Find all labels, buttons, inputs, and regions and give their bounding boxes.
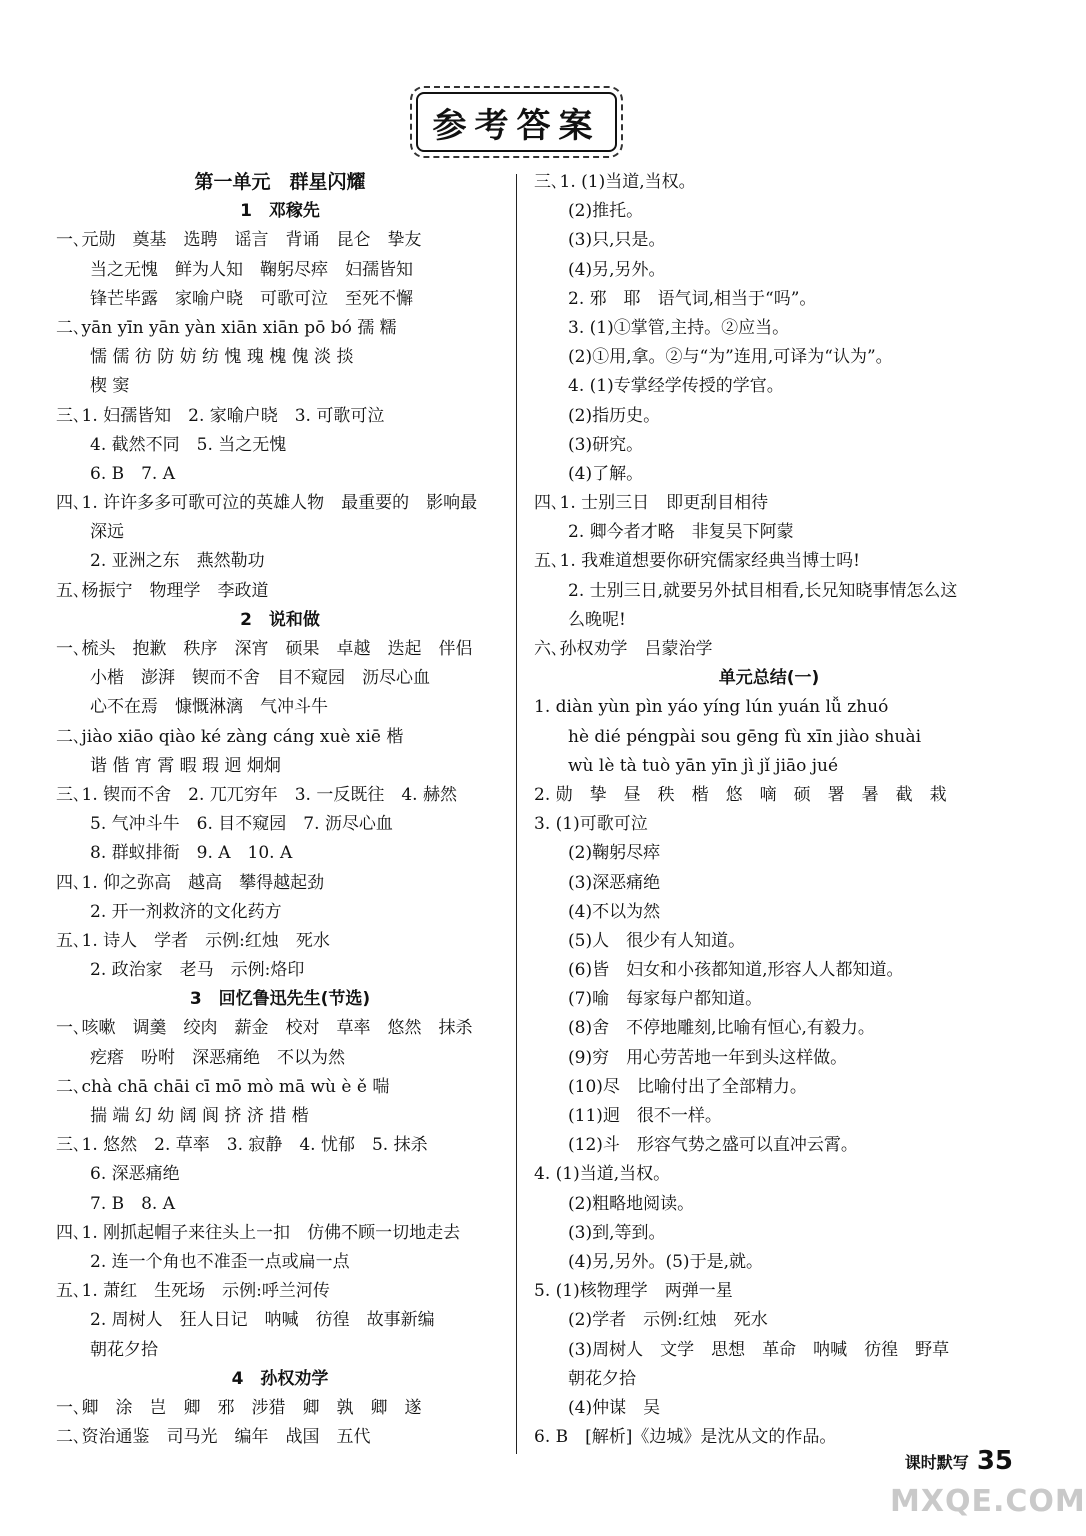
answer-line: 心不在焉 慷慨淋漓 气冲斗牛	[90, 697, 328, 718]
answer-line: 2. 连一个角也不准歪一点或扁一点	[90, 1251, 350, 1272]
answer-line: (8)舍 不停地雕刻,比喻有恒心,有毅力。	[568, 1018, 875, 1039]
lesson-heading: 4 孙权劝学	[231, 1368, 329, 1389]
answer-line: 朝花夕拾	[568, 1368, 636, 1389]
answer-line: 2. 亚洲之东 燕然勒功	[90, 551, 265, 572]
answer-line: 谐 偕 宵 霄 暇 瑕 迥 炯炯	[90, 755, 281, 776]
lesson-heading: 2 说和做	[240, 609, 320, 630]
answer-line: 疙瘩 吩咐 深恶痛绝 不以为然	[90, 1047, 345, 1068]
answer-line: 五､1. 萧红 生死场 示例:呼兰河传	[56, 1281, 330, 1302]
answer-line: 5. 气冲斗牛 6. 目不窥园 7. 沥尽心血	[90, 814, 393, 835]
site-watermark: MXQE.COM	[890, 1484, 1086, 1519]
answer-line: 么晚呢!	[568, 609, 626, 630]
answer-line: (2)指历史。	[568, 405, 661, 426]
answer-line: 二､jiào xiāo qiào ké zàng cáng xuè xiē 楷	[56, 726, 404, 747]
answer-line: (11)迥 很不一样。	[568, 1106, 722, 1126]
answer-line: 6. 深恶痛绝	[90, 1164, 180, 1185]
answer-line: 锋芒毕露 家喻户晓 可歌可泣 至死不懈	[90, 288, 413, 309]
lesson-heading: 单元总结(一)	[718, 668, 820, 689]
answer-line: 2. 邪 耶 语气词,相当于“吗”。	[568, 288, 817, 309]
lesson-heading: 1 邓稼先	[240, 201, 320, 222]
answer-line: (5)人 很少有人知道。	[568, 930, 746, 951]
answer-line: 3. (1)可歌可泣	[534, 814, 648, 835]
answer-line: 4. 截然不同 5. 当之无愧	[90, 434, 287, 455]
answer-line: 三､1. 锲而不舍 2. 兀兀穷年 3. 一反既往 4. 赫然	[56, 784, 457, 805]
answer-line: 朝花夕拾	[90, 1339, 158, 1360]
answer-line: (4)另,另外。	[568, 259, 666, 280]
answer-line: 2. 卿今者才略 非复吴下阿蒙	[568, 522, 794, 543]
answer-line: 五､1. 诗人 学者 示例:红烛 死水	[56, 930, 330, 951]
answer-line: 二､yān yīn yān yàn xiān xiān pō bó 孺 糯	[56, 317, 397, 338]
answer-line: 2. 勋 挚 昼 秩 楷 悠 嘀 硕 署 暑 截 栽	[534, 784, 947, 805]
answer-line: (3)深恶痛绝	[568, 872, 661, 893]
answer-line: (6)皆 妇女和小孩都知道,形容人人都知道。	[568, 960, 904, 981]
right-column	[534, 168, 1004, 1452]
column-divider	[516, 174, 517, 1454]
answer-line: 一､元勋 奠基 选聘 谣言 背诵 昆仑 挚友	[56, 230, 422, 251]
answer-line: (3)研究。	[568, 434, 644, 455]
footer-brand: 课时默写	[904, 1452, 969, 1472]
page-title: 参考答案	[416, 92, 617, 152]
answer-line: (4)仲谋 吴	[568, 1397, 661, 1418]
answer-line: 懦 儒 彷 防 妨 纺 愧 瑰 槐 傀 淡 掞	[90, 347, 354, 368]
answer-line: (2)推托。	[568, 201, 644, 222]
answer-line: (4)另,另外。(5)于是,就。	[568, 1251, 763, 1272]
answer-line: hè dié péngpài sou gēng fù xīn jiào shuài	[568, 726, 922, 747]
answer-line: 一､咳嗽 调羹 绞肉 薪金 校对 草率 悠然 抹杀	[56, 1018, 473, 1039]
answer-line: (2)粗略地阅读。	[568, 1193, 695, 1214]
answer-line: 5. (1)核物理学 两弹一星	[534, 1281, 733, 1302]
answer-line: 3. (1)①掌管,主持。②应当。	[568, 317, 790, 338]
answer-line: 四､1. 许许多多可歌可泣的英雄人物 最重要的 影响最	[56, 493, 478, 514]
answer-line: wù lè tà tuò yān yīn jì jǐ jiāo jué	[568, 755, 839, 776]
answer-line: 2. 周树人 狂人日记 呐喊 彷徨 故事新编	[90, 1310, 435, 1331]
answer-line: (2)鞠躬尽瘁	[568, 843, 661, 864]
lesson-heading: 3 回忆鲁迅先生(节选)	[189, 989, 371, 1010]
answer-line: (2)①用,拿。②与“为”连用,可译为“认为”。	[568, 347, 893, 368]
answer-line: 深远	[90, 522, 124, 543]
answer-line: 三､1. 悠然 2. 草率 3. 寂静 4. 忧郁 5. 抹杀	[56, 1135, 428, 1156]
answer-line: 揣 端 幻 幼 阔 阆 挤 济 措 楷	[90, 1106, 309, 1126]
answer-line: 五､杨振宁 物理学 李政道	[56, 580, 269, 601]
answer-line: 一､卿 涂 岂 卿 邪 涉猎 卿 孰 卿 遂	[56, 1397, 422, 1418]
answer-line: (7)喻 每家每户都知道。	[568, 989, 763, 1010]
answer-line: 楔 窦	[90, 376, 130, 397]
answer-line: (10)尽 比喻付出了全部精力。	[568, 1076, 807, 1097]
answer-line: 1. diàn yùn pìn yáo yíng lún yuán lǚ zhuó	[534, 697, 889, 718]
answer-line: 小楷 澎湃 锲而不舍 目不窥园 沥尽心血	[90, 668, 430, 689]
left-column	[56, 168, 504, 1452]
answer-line: (2)学者 示例:红烛 死水	[568, 1310, 768, 1331]
answer-line: 四､1. 刚抓起帽子来往头上一扣 仿佛不顾一切地走去	[56, 1222, 461, 1243]
answer-line: 二､资治通鉴 司马光 编年 战国 五代	[56, 1427, 371, 1448]
answer-line: 六､孙权劝学 吕蒙治学	[534, 639, 713, 659]
answer-line: 6. B [解析]《边城》是沈从文的作品。	[534, 1427, 837, 1448]
answer-line: (9)穷 用心劳苦地一年到头这样做。	[568, 1047, 848, 1068]
answer-line: 4. (1)当道,当权。	[534, 1164, 671, 1185]
answer-line: (3)只,只是。	[568, 230, 666, 251]
answer-line: 2. 政治家 老马 示例:烙印	[90, 960, 305, 981]
answer-line: 2. 开一剂救济的文化药方	[90, 901, 282, 922]
answer-line: 4. (1)专掌经学传授的学官。	[568, 376, 784, 397]
answer-line: (12)斗 形容气势之盛可以直冲云霄。	[568, 1135, 858, 1156]
answer-line: 一､梳头 抱歉 秩序 深宵 硕果 卓越 迭起 伴侣	[56, 639, 473, 659]
answer-line: 6. B 7. A	[90, 463, 176, 484]
answer-line: 三､1. (1)当道,当权。	[534, 172, 696, 192]
answer-line: 五､1. 我难道想要你研究儒家经典当博士吗!	[534, 551, 860, 572]
unit-heading: 第一单元 群星闪耀	[194, 171, 366, 193]
answer-line: 2. 士别三日,就要另外拭目相看,长兄知晓事情怎么这	[568, 580, 958, 601]
answer-line: 当之无愧 鲜为人知 鞠躬尽瘁 妇孺皆知	[90, 259, 413, 280]
answer-line: (4)不以为然	[568, 901, 661, 922]
answer-line: (3)到,等到。	[568, 1222, 666, 1243]
answer-line: 7. B 8. A	[90, 1193, 176, 1214]
answer-line: 8. 群蚁排衙 9. A 10. A	[90, 843, 293, 864]
answer-line: (4)了解。	[568, 463, 644, 484]
answer-line: (3)周树人 文学 思想 革命 呐喊 彷徨 野草	[568, 1339, 950, 1360]
page-footer	[905, 1446, 1013, 1476]
answer-title-box	[410, 86, 623, 158]
answer-line: 三､1. 妇孺皆知 2. 家喻户晓 3. 可歌可泣	[56, 405, 385, 426]
page-number: 35	[976, 1446, 1013, 1476]
answer-line: 四､1. 士别三日 即更刮目相待	[534, 493, 769, 514]
answer-line: 四､1. 仰之弥高 越高 攀得越起劲	[56, 872, 325, 893]
answer-line: 二､chà chā chāi cī mō mò mā wù è ě 喘	[56, 1076, 390, 1097]
